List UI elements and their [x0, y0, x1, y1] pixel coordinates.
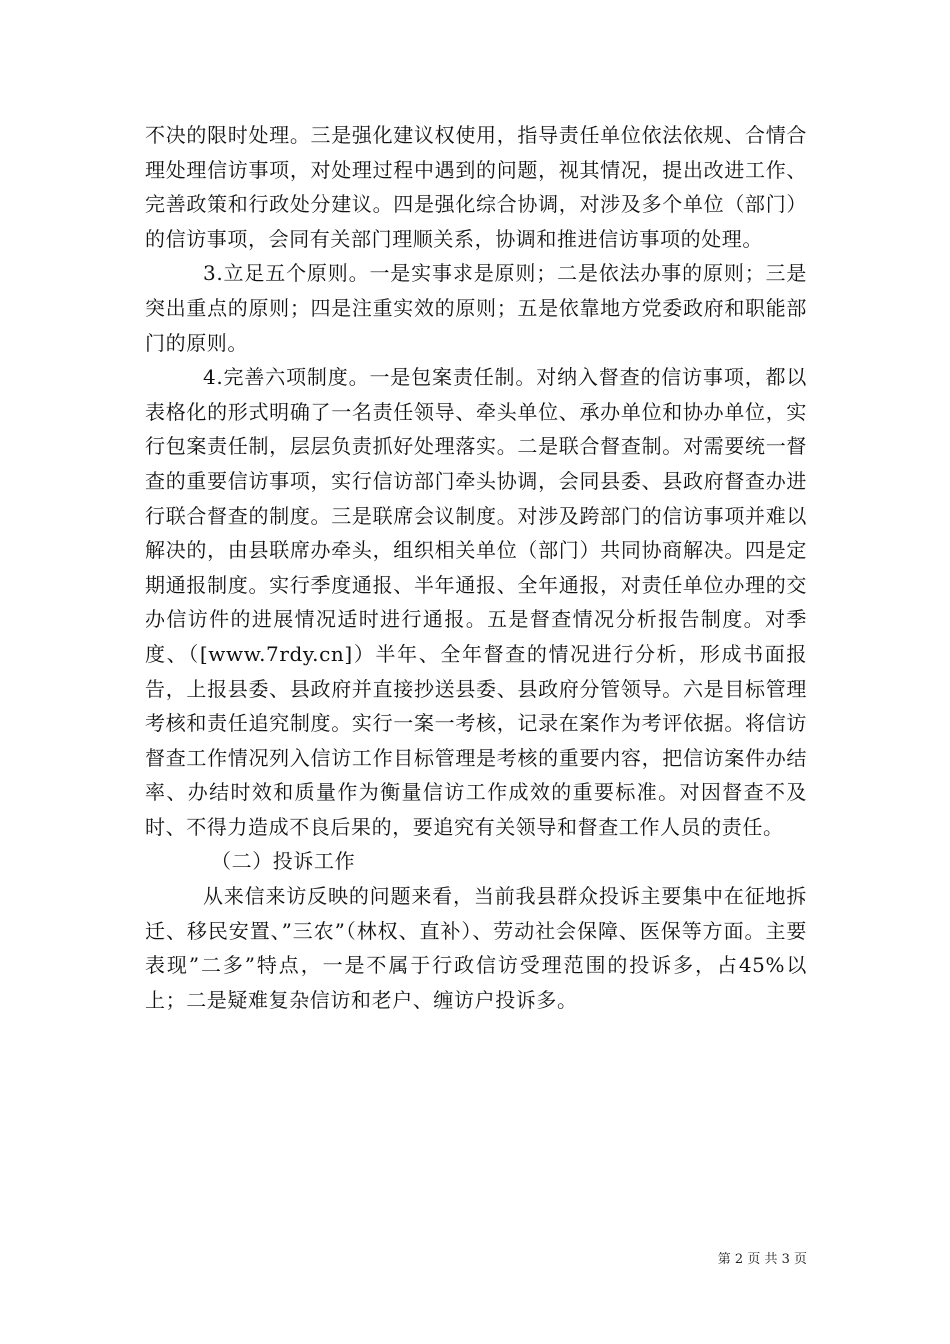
paragraph-five-principles: 3.立足五个原则。一是实事求是原则；二是依法办事的原则；三是突出重点的原则；四是注重实效的原则；五是依靠地方党委政府和职能部门的原则。 [145, 261, 807, 355]
section-heading-complaints: （二）投诉工作 [211, 849, 356, 874]
paragraph-complaints: 从来信来访反映的问题来看，当前我县群众投诉主要集中在征地拆迁、移民安置、”三农”（林权、直补）、劳动社会保障、医保等方面。主要表现”二多”特点，一是不属于行政信访受理范围的投诉多，占45%以上；二是疑难复杂信访和老户、缠访户投诉多。 [145, 884, 807, 1012]
paragraph-six-systems: 4.完善六项制度。一是包案责任制。对纳入督查的信访事项，都以表格化的形式明确了一名责任领导、牵头单位、承办单位和协办单位，实行包案责任制，层层负责抓好处理落实。二是联合督查制。对需要统一督查的重要信访事项，实行信访部门牵头协调，会同县委、县政府督查办进行联合督查的制度。三是联席会议制度。对涉及跨部门的信访事项并难以解决的，由县联席办牵头，组织相关单位（部门）共同协商解决。四是定期通报制度。实行季度通报、半年通报、全年通报，对责任单位办理的交办信访件的进展情况适时进行通报。五是督查情况分析报告制度。对季度、（[www.7rdy.cn]）半年、全年督查的情况进行分析，形成书面报告，上报县委、县政府并直接抄送县委、县政府分管领导。六是目标管理考核和责任追究制度。实行一案一考核，记录在案作为考评依据。将信访督查工作情况列入信访工作目标管理是考核的重要内容，把信访案件办结率、办结时效和质量作为衡量信访工作成效的重要标准。对因督查不及时、不得力造成不良后果的，要追究有关领导和督查工作人员的责任。 [145, 365, 807, 839]
document-body [145, 118, 807, 1017]
page-number: 第 2 页 共 3 页 [717, 1252, 807, 1267]
paragraph-continuation: 不决的限时处理。三是强化建议权使用，指导责任单位依法依规、合情合理处理信访事项，对处理过程中遇到的问题，视其情况，提出改进工作、完善政策和行政处分建议。四是强化综合协调，对涉及多个单位（部门）的信访事项，会同有关部门理顺关系，协调和推进信访事项的处理。 [145, 123, 807, 251]
